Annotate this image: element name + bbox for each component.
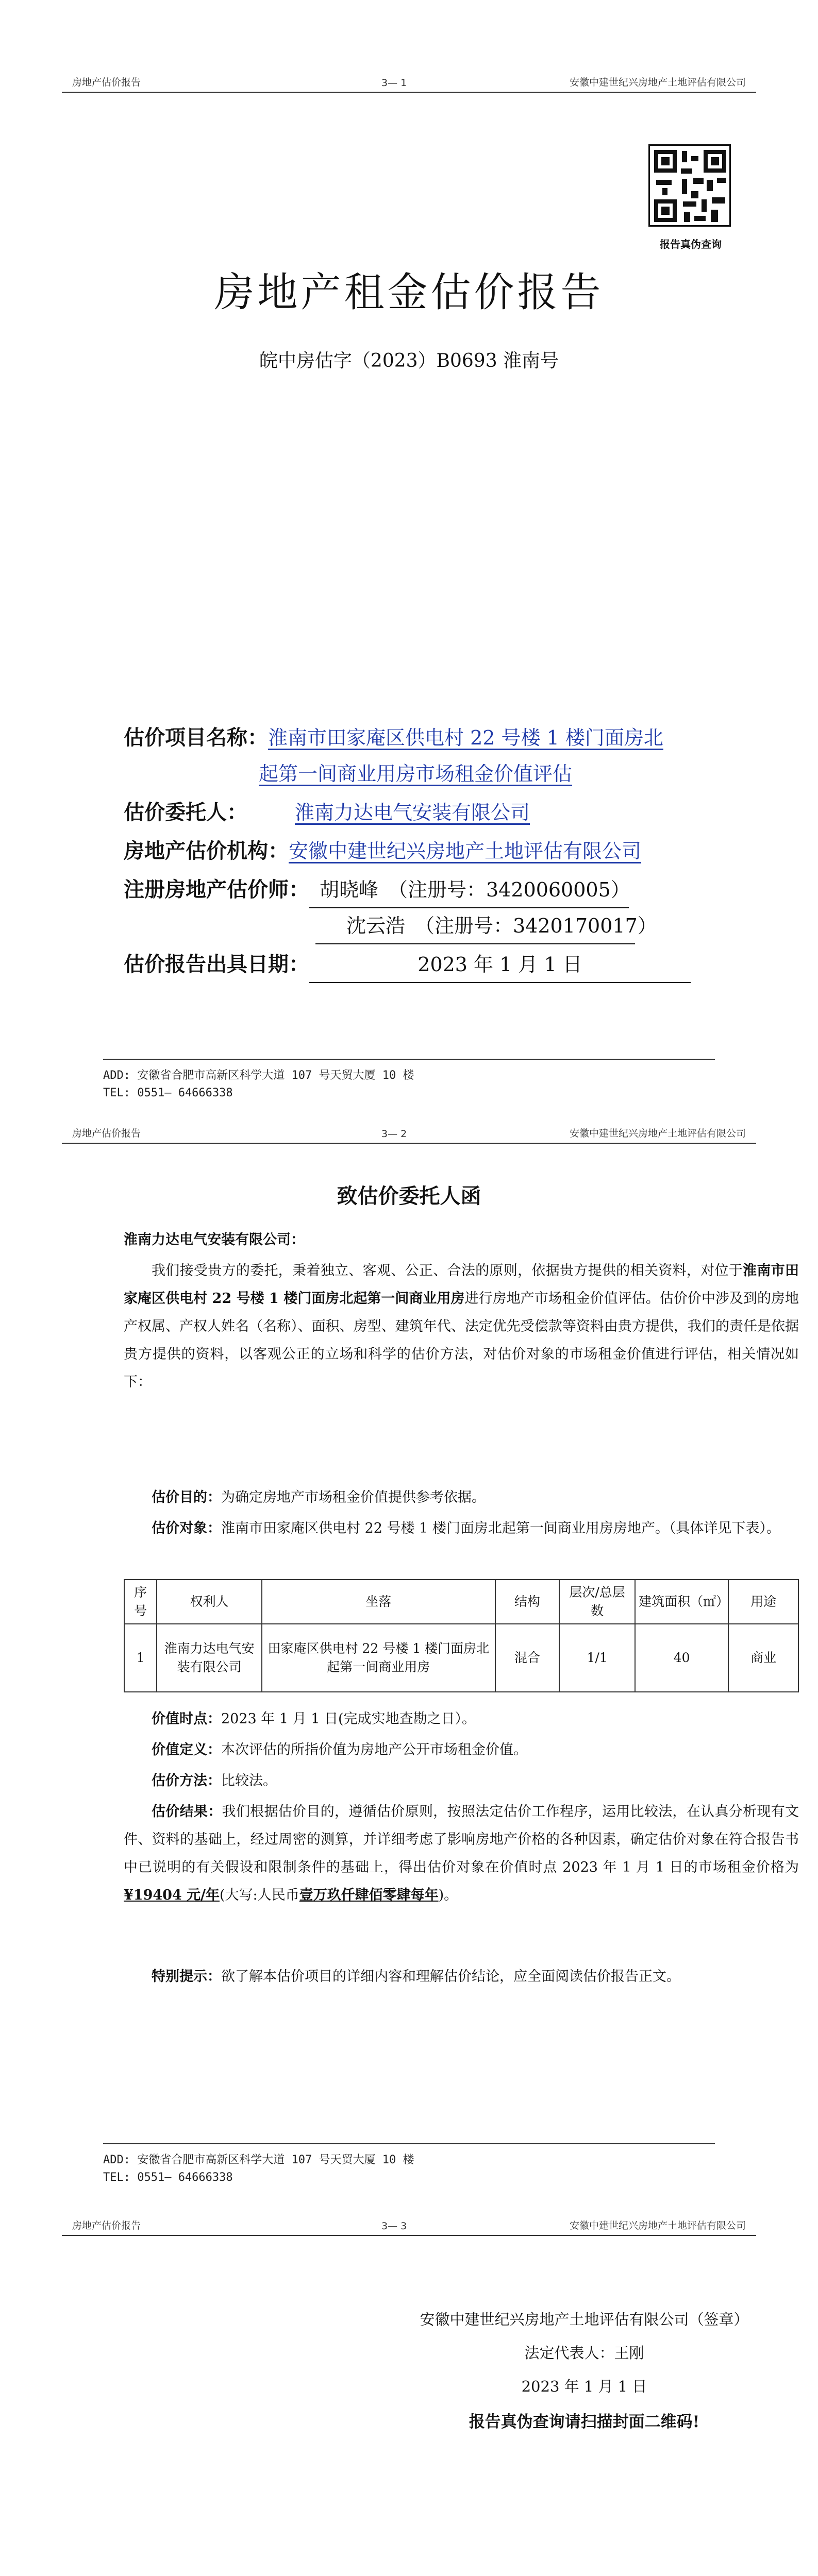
intro-part-2: 进行房地产市场租金价值评估。估价价中涉及到的房地产权属、产权人姓名（名称）、面积、房型、建筑年代、法定优先受偿款等资料由贵方提供，我们的责任是依据贵方提供的资料，以客观公正的立场和科学的估价方法，对估价对象的市场租金价值进行评估，相关情况如下： <box>124 1291 799 1390</box>
report-date-row <box>124 948 691 983</box>
qr-code[interactable] <box>648 144 731 227</box>
table-header: 用途 <box>728 1580 798 1624</box>
purpose-label: 估价目的： <box>152 1489 221 1505</box>
header-left: 房地产估价报告 <box>72 2220 141 2231</box>
table-cell: 田家庵区供电村 22 号楼 1 楼门面房北起第一间商业用房 <box>262 1624 495 1692</box>
result-words-prefix: (大写:人民币 <box>219 1887 299 1903</box>
table-cell: 商业 <box>728 1624 798 1692</box>
header-company: 安徽中建世纪兴房地产土地评估有限公司 <box>569 1128 746 1139</box>
table-header: 层次/总层数 <box>559 1580 635 1624</box>
page-header <box>62 2215 756 2236</box>
appraiser-label: 注册房地产估价师： <box>124 878 309 902</box>
intro-object: 淮南市田家庵区供电村 22 号楼 1 楼门面房北起第一间商业用房 <box>124 1263 799 1307</box>
project-name-row <box>124 721 663 754</box>
table-row <box>124 1624 798 1692</box>
project-name-value-1: 淮南市田家庵区供电村 22 号楼 1 楼门面房北 <box>268 726 663 749</box>
result-row <box>124 1798 799 1909</box>
page-header <box>62 1123 756 1144</box>
client-label: 估价委托人： <box>124 801 247 824</box>
table-cell: 1 <box>124 1624 157 1692</box>
signoff-page <box>0 2215 818 2576</box>
special-note-row <box>124 1963 799 1991</box>
table-header: 坐落 <box>262 1580 495 1624</box>
table-cell: 混合 <box>495 1624 559 1692</box>
agency-value: 安徽中建世纪兴房地产土地评估有限公司 <box>289 840 642 862</box>
table-header: 权利人 <box>157 1580 262 1624</box>
table-header: 建筑面积（㎡） <box>635 1580 728 1624</box>
report-title: 房地产租金估价报告 <box>214 269 604 316</box>
report-date-label: 估价报告出具日期： <box>124 953 309 976</box>
footer-address: ADD: 安徽省合肥市高新区科学大道 107 号天贸大厦 10 楼 <box>103 2154 414 2166</box>
header-left: 房地产估价报告 <box>72 77 141 88</box>
header-left: 房地产估价报告 <box>72 1128 141 1139</box>
footer-tel: TEL: 0551— 64666338 <box>103 2171 233 2184</box>
appraiser-1: 胡晓峰 （注册号：3420060005） <box>309 873 629 908</box>
client-row <box>124 796 577 829</box>
letter-intro <box>124 1257 799 1396</box>
object-label: 估价对象： <box>152 1520 221 1536</box>
value-definition-value: 本次评估的所指价值为房地产公开市场租金价值。 <box>221 1742 527 1758</box>
property-table <box>124 1579 799 1692</box>
object-row <box>124 1515 799 1543</box>
project-name-value-2: 起第一间商业用房市场租金价值评估 <box>259 762 573 785</box>
method-label: 估价方法： <box>152 1773 221 1789</box>
value-definition-row <box>124 1736 799 1764</box>
special-note-value: 欲了解本估价项目的详细内容和理解估价结论，应全面阅读估价报告正文。 <box>221 1969 680 1985</box>
value-time-row <box>124 1705 799 1733</box>
method-value: 比较法。 <box>221 1773 277 1789</box>
header-page-number: 3— 3 <box>381 2221 407 2232</box>
cover-page <box>0 0 818 1108</box>
footer-address: ADD: 安徽省合肥市高新区科学大道 107 号天贸大厦 10 楼 <box>103 1069 414 1082</box>
method-row <box>124 1767 799 1795</box>
project-name-row-2 <box>259 757 572 790</box>
footer-tel: TEL: 0551— 64666338 <box>103 1087 233 1099</box>
signoff-representative: 法定代表人：王刚 <box>524 2344 644 2362</box>
letter-recipient: 淮南力达电气安装有限公司： <box>124 1232 305 1248</box>
purpose-value: 为确定房地产市场租金价值提供参考依据。 <box>221 1489 486 1505</box>
report-number: 皖中房估字（2023）B0693 淮南号 <box>259 350 559 371</box>
object-value: 淮南市田家庵区供电村 22 号楼 1 楼门面房北起第一间商业用房房地产。（具体详见下表）。 <box>221 1520 780 1536</box>
page-footer <box>103 1059 715 1100</box>
value-time-value: 2023 年 1 月 1 日(完成实地查勘之日）。 <box>221 1711 476 1727</box>
qr-caption: 报告真伪查询 <box>660 238 722 250</box>
page-footer <box>103 2143 715 2184</box>
table-header-row <box>124 1580 798 1624</box>
appraiser-2: 沈云浩 （注册号：3420170017） <box>315 909 635 944</box>
result-words-suffix: )。 <box>438 1887 458 1903</box>
table-cell: 1/1 <box>559 1624 635 1692</box>
report-date-value: 2023 年 1 月 1 日 <box>309 948 691 983</box>
header-page-number: 3— 1 <box>381 77 407 89</box>
value-definition-label: 价值定义： <box>152 1742 221 1758</box>
header-company: 安徽中建世纪兴房地产土地评估有限公司 <box>569 2220 746 2231</box>
header-page-number: 3— 2 <box>381 1128 407 1140</box>
agency-row <box>124 835 641 868</box>
value-time-label: 价值时点： <box>152 1711 221 1727</box>
purpose-row <box>124 1484 799 1512</box>
appraiser-row-1 <box>124 873 629 908</box>
letter-title: 致估价委托人函 <box>337 1184 481 1208</box>
page-header <box>62 72 756 93</box>
appraiser-row-2 <box>315 909 657 944</box>
agency-label: 房地产估价机构： <box>124 839 289 863</box>
signoff-company: 安徽中建世纪兴房地产土地评估有限公司（签章） <box>420 2311 749 2328</box>
table-cell: 淮南力达电气安装有限公司 <box>157 1624 262 1692</box>
table-header: 序号 <box>124 1580 157 1624</box>
result-amount-words: 壹万玖仟肆佰零肆每年 <box>299 1887 439 1903</box>
result-amount: ¥19404 元/年 <box>124 1887 220 1903</box>
letter-page <box>0 1108 818 2215</box>
special-note-label: 特别提示： <box>152 1969 221 1985</box>
result-value: 我们根据估价目的，遵循估价原则，按照法定估价工作程序，运用比较法，在认真分析现有文件、资料的基础上，经过周密的测算，并详细考虑了影响房地产价格的各种因素，确定估价对象在符合报告书中已说明的有关假设和限制条件的基础上，得出估价对象在价值时点 2023 年 1 月 1 日的市场租金价格为 <box>124 1804 799 1875</box>
result-label: 估价结果： <box>152 1804 222 1820</box>
table-header: 结构 <box>495 1580 559 1624</box>
client-value: 淮南力达电气安装有限公司 <box>294 801 530 824</box>
project-name-label: 估价项目名称： <box>124 726 268 750</box>
signoff-date: 2023 年 1 月 1 日 <box>521 2378 647 2395</box>
signoff-qr-note: 报告真伪查询请扫描封面二维码! <box>469 2413 700 2431</box>
header-company: 安徽中建世纪兴房地产土地评估有限公司 <box>569 77 746 88</box>
table-cell: 40 <box>635 1624 728 1692</box>
intro-part-1: 我们接受贵方的委托，秉着独立、客观、公正、合法的原则，依据贵方提供的相关资料，对位于 <box>152 1263 743 1279</box>
